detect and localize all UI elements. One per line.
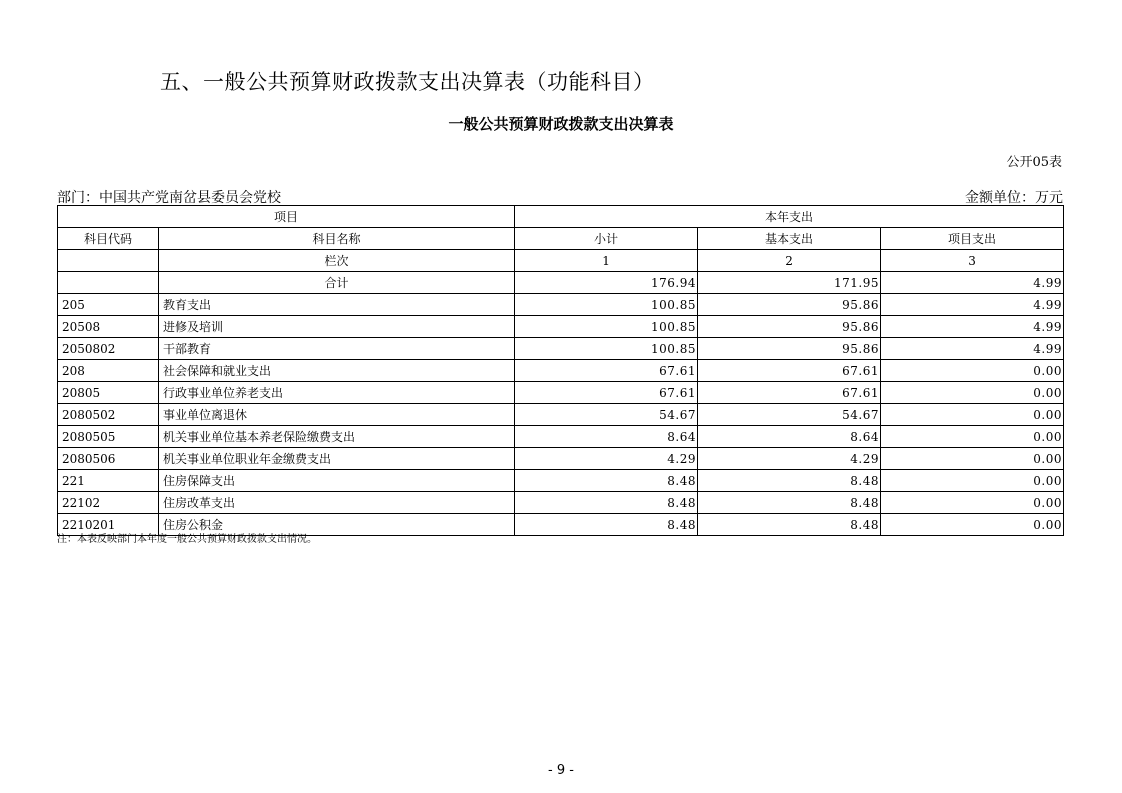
row-project: 0.00 — [881, 448, 1064, 470]
table-row — [58, 492, 1064, 514]
row-name: 机关事业单位职业年金缴费支出 — [159, 448, 515, 470]
row-code: 22102 — [58, 492, 159, 514]
row-project: 0.00 — [881, 360, 1064, 382]
header-code: 科目代码 — [58, 228, 159, 250]
data-rows — [58, 294, 1064, 536]
row-project: 0.00 — [881, 426, 1064, 448]
header-col-2: 2 — [698, 250, 881, 272]
header-col-1: 1 — [515, 250, 698, 272]
header-subtotal: 小计 — [515, 228, 698, 250]
row-basic: 95.86 — [698, 294, 881, 316]
row-basic: 8.48 — [698, 470, 881, 492]
row-project: 0.00 — [881, 382, 1064, 404]
table-row — [58, 426, 1064, 448]
row-code: 208 — [58, 360, 159, 382]
row-subtotal: 8.48 — [515, 492, 698, 514]
row-project: 4.99 — [881, 316, 1064, 338]
header-row-3 — [58, 250, 1064, 272]
table-row — [58, 360, 1064, 382]
row-project: 0.00 — [881, 404, 1064, 426]
form-code: 公开05表 — [1006, 155, 1062, 170]
row-code: 20508 — [58, 316, 159, 338]
row-code: 221 — [58, 470, 159, 492]
row-name: 进修及培训 — [159, 316, 515, 338]
total-subtotal: 176.94 — [515, 272, 698, 294]
row-basic: 8.48 — [698, 492, 881, 514]
row-basic: 8.64 — [698, 426, 881, 448]
total-basic: 171.95 — [698, 272, 881, 294]
row-code: 2080506 — [58, 448, 159, 470]
row-subtotal: 54.67 — [515, 404, 698, 426]
row-basic: 8.48 — [698, 514, 881, 536]
header-row-2 — [58, 228, 1064, 250]
header-blank — [58, 250, 159, 272]
row-subtotal: 100.85 — [515, 316, 698, 338]
row-name: 教育支出 — [159, 294, 515, 316]
row-code: 2080505 — [58, 426, 159, 448]
header-name: 科目名称 — [159, 228, 515, 250]
row-subtotal: 4.29 — [515, 448, 698, 470]
row-code: 2210201 — [58, 514, 159, 536]
row-project: 4.99 — [881, 294, 1064, 316]
row-project: 4.99 — [881, 338, 1064, 360]
row-code: 2050802 — [58, 338, 159, 360]
header-project-exp: 项目支出 — [881, 228, 1064, 250]
row-name: 事业单位离退休 — [159, 404, 515, 426]
row-subtotal: 100.85 — [515, 338, 698, 360]
row-basic: 54.67 — [698, 404, 881, 426]
row-name: 社会保障和就业支出 — [159, 360, 515, 382]
row-subtotal: 8.48 — [515, 470, 698, 492]
row-basic: 95.86 — [698, 316, 881, 338]
department-label: 部门：中国共产党南岔县委员会党校 — [57, 190, 281, 206]
table-title: 一般公共预算财政拨款支出决算表 — [448, 115, 674, 133]
row-basic: 95.86 — [698, 338, 881, 360]
header-current-year: 本年支出 — [515, 206, 1064, 228]
table-row — [58, 382, 1064, 404]
row-basic: 67.61 — [698, 382, 881, 404]
header-col-3: 3 — [881, 250, 1064, 272]
unit-label: 金额单位：万元 — [965, 190, 1063, 206]
row-name: 住房公积金 — [159, 514, 515, 536]
row-basic: 4.29 — [698, 448, 881, 470]
total-label: 合计 — [159, 272, 515, 294]
row-name: 住房改革支出 — [159, 492, 515, 514]
row-code: 2080502 — [58, 404, 159, 426]
row-subtotal: 100.85 — [515, 294, 698, 316]
row-name: 干部教育 — [159, 338, 515, 360]
row-code: 20805 — [58, 382, 159, 404]
total-row — [58, 272, 1064, 294]
row-subtotal: 8.48 — [515, 514, 698, 536]
row-project: 0.00 — [881, 514, 1064, 536]
row-name: 机关事业单位基本养老保险缴费支出 — [159, 426, 515, 448]
table-row — [58, 294, 1064, 316]
row-subtotal: 67.61 — [515, 382, 698, 404]
footnote: 注：本表反映部门本年度一般公共预算财政拨款支出情况。 — [57, 534, 317, 545]
table-row — [58, 404, 1064, 426]
header-column-label: 栏次 — [159, 250, 515, 272]
row-project: 0.00 — [881, 492, 1064, 514]
row-project: 0.00 — [881, 470, 1064, 492]
table-row — [58, 470, 1064, 492]
page-number: - 9 - — [548, 763, 574, 778]
table-row — [58, 316, 1064, 338]
total-blank — [58, 272, 159, 294]
table-row — [58, 338, 1064, 360]
row-basic: 67.61 — [698, 360, 881, 382]
section-title: 五、一般公共预算财政拨款支出决算表（功能科目） — [160, 70, 655, 94]
row-name: 行政事业单位养老支出 — [159, 382, 515, 404]
budget-table — [57, 205, 1064, 536]
header-row-1 — [58, 206, 1064, 228]
header-project: 项目 — [58, 206, 515, 228]
table-row — [58, 448, 1064, 470]
row-code: 205 — [58, 294, 159, 316]
row-subtotal: 8.64 — [515, 426, 698, 448]
row-name: 住房保障支出 — [159, 470, 515, 492]
header-basic: 基本支出 — [698, 228, 881, 250]
row-subtotal: 67.61 — [515, 360, 698, 382]
total-project: 4.99 — [881, 272, 1064, 294]
